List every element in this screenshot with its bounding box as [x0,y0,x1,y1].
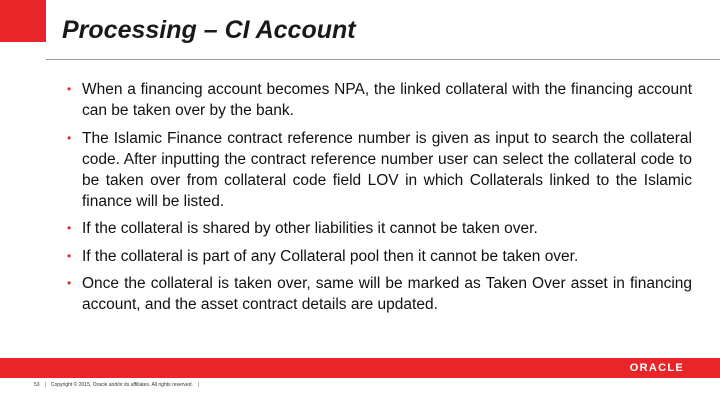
bullet-item [66,79,692,121]
oracle-logo: ORACLE [629,362,684,374]
bullet-item [66,218,692,239]
page-number: 53 [34,382,40,388]
bullet-icon: • [67,130,72,145]
bullet-text: Once the collateral is taken over, same will be marked as Taken Over asset in financing account, and the asset contract details are updated. [82,275,692,313]
footer-separator: | [197,382,200,388]
bullet-icon: • [67,248,72,263]
footer-separator: | [44,382,46,388]
bullet-icon: • [67,276,72,290]
bullet-list [66,79,692,322]
bullet-icon: • [67,82,72,96]
bullet-item [66,246,692,267]
copyright-text: Copyright © 2015, Oracle and/or its affiliates. All rights reserved. [50,382,193,388]
bullet-text: If the collateral is part of any Collateral pool then it cannot be taken over. [82,247,579,265]
header-accent-block [0,0,46,42]
bullet-text: If the collateral is shared by other liabilities it cannot be taken over. [82,220,538,237]
title-divider [46,59,720,60]
footer [34,382,204,388]
bullet-text: When a financing account becomes NPA, the linked collateral with the financing account can be taken over by the bank. [82,81,692,119]
footer-bar [0,358,720,378]
bullet-item [66,128,692,212]
slide-title: Processing – CI Account [62,16,356,44]
bullet-item [66,273,692,315]
bullet-icon: • [67,221,72,235]
bullet-text: The Islamic Finance contract reference number is given as input to search the collateral code. After inputting the contract reference number user can select the collateral code to be taken over from collateral code field LOV in which Collaterals linked to the Islamic finance will be listed. [82,129,692,210]
